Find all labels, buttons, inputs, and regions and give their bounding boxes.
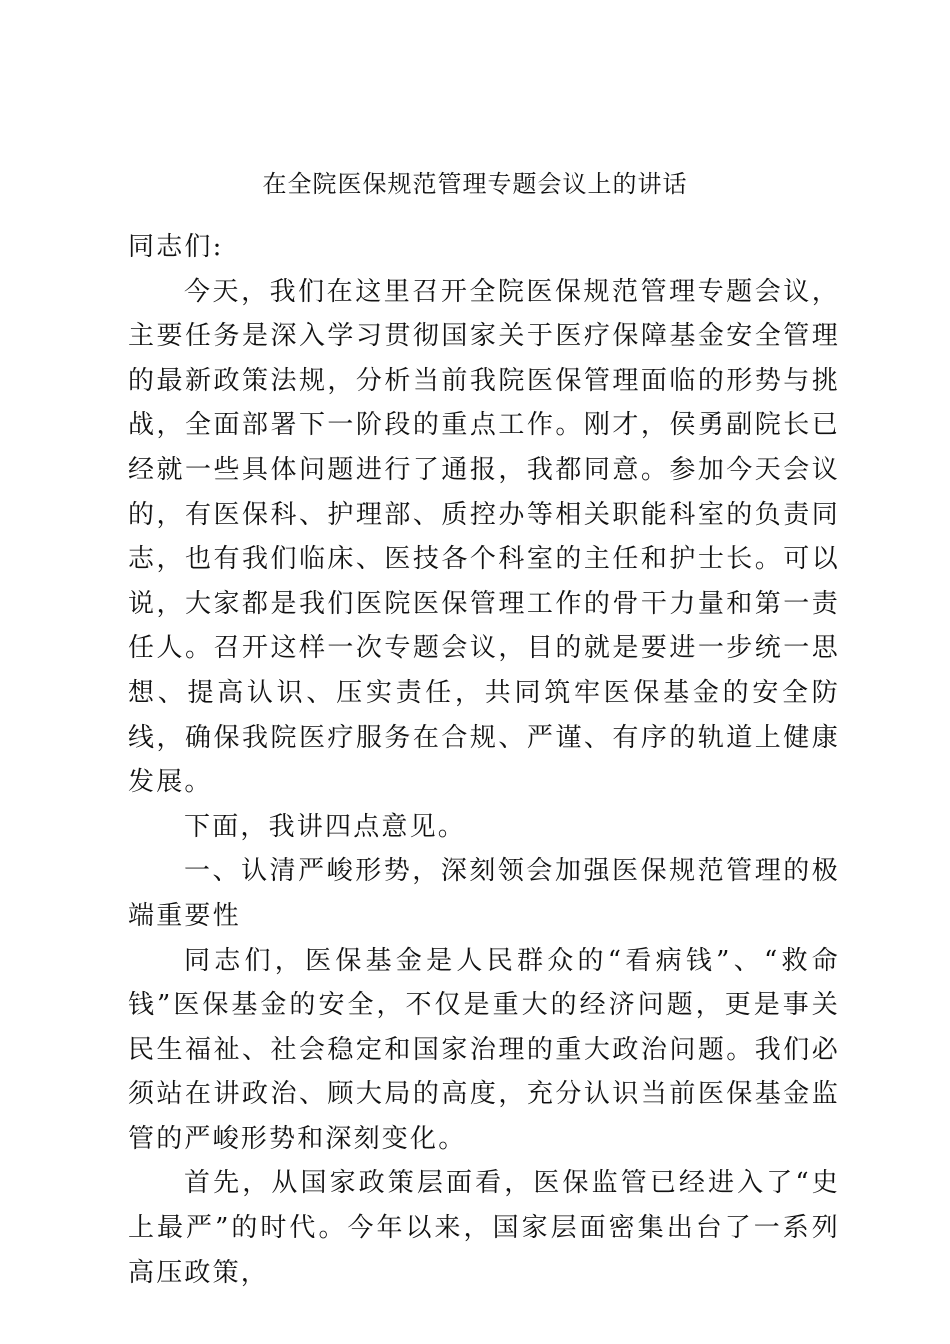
section-heading-1: 一、认清严峻形势，深刻领会加强医保规范管理的极端重要性 xyxy=(128,856,840,931)
paragraph-transition: 下面，我讲四点意见。 xyxy=(184,811,467,842)
paragraph-policy-level: 首先，从国家政策层面看，医保监管已经进入了“史上最严”的时代。今年以来，国家层面密集出台了一系列高压政策， xyxy=(128,1168,840,1288)
document-body xyxy=(128,225,840,1295)
paragraph-intro: 今天，我们在这里召开全院医保规范管理专题会议，主要任务是深入学习贯彻国家关于医疗保障基金安全管理的最新政策法规，分析当前我院医保管理面临的形势与挑战，全面部署下一阶段的重点工作。刚才，侯勇副院长已经就一些具体问题进行了通报，我都同意。参加今天会议的，有医保科、护理部、质控办等相关职能科室的负责同志，也有我们临床、医技各个科室的主任和护士长。可以说，大家都是我们医院医保管理工作的骨干力量和第一责任人。召开这样一次专题会议，目的就是要进一步统一思想、提高认识、压实责任，共同筑牢医保基金的安全防线，确保我院医疗服务在合规、严谨、有序的轨道上健康发展。 xyxy=(128,276,840,798)
document-title: 在全院医保规范管理专题会议上的讲话 xyxy=(262,170,688,198)
salutation: 同志们: xyxy=(128,232,224,262)
paragraph-fund-safety: 同志们，医保基金是人民群众的“看病钱”、“救命钱”医保基金的安全，不仅是重大的经济问题，更是事关民生福祉、社会稳定和国家治理的重大政治问题。我们必须站在讲政治、顾大局的高度，充分认识当前医保基金监管的严峻形势和深刻变化。 xyxy=(128,945,840,1154)
